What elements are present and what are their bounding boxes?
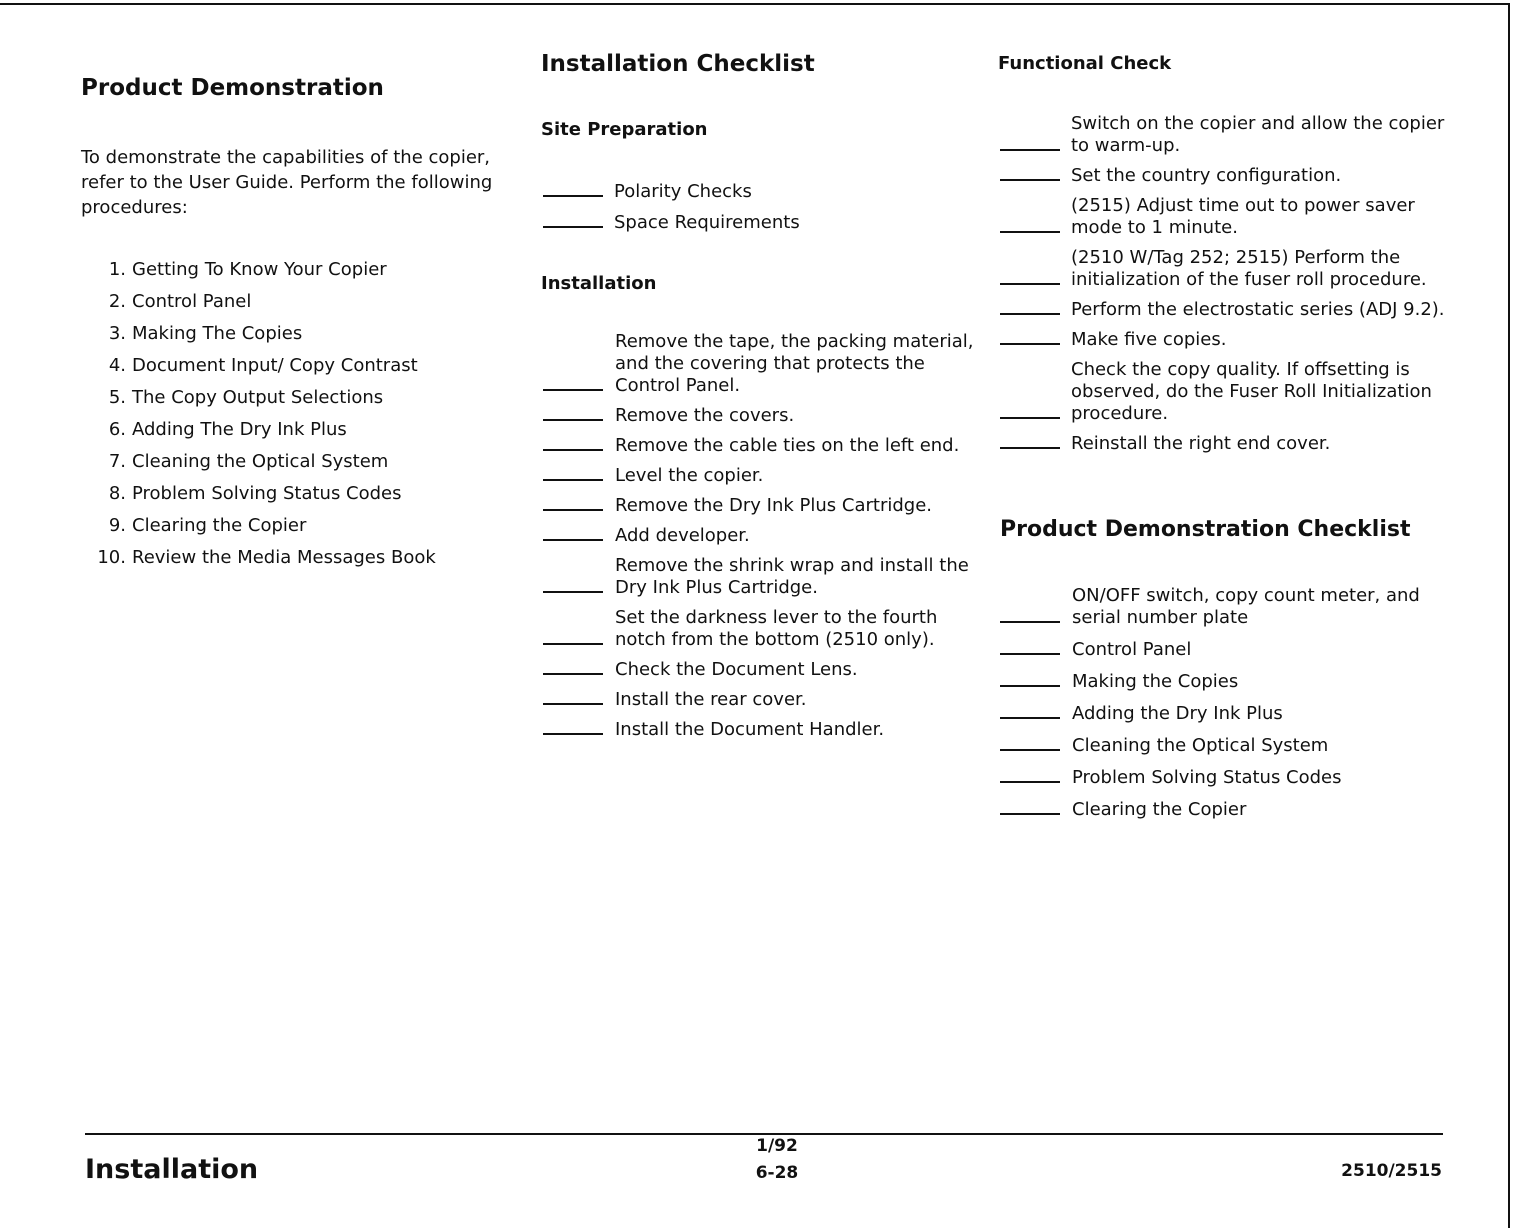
checklist-item-text: Switch on the copier and allow the copier to warm-up. — [1071, 113, 1445, 156]
procedure-number: 2. — [108, 291, 126, 312]
checklist-item — [1000, 359, 1445, 425]
checkbox-blank-line[interactable] — [543, 389, 603, 391]
procedure-list-item — [84, 482, 514, 514]
procedure-text: Control Panel — [132, 291, 252, 312]
procedure-text: Document Input/ Copy Contrast — [132, 355, 418, 376]
checklist-item-text: Install the rear cover. — [615, 689, 807, 710]
checklist-item-text: Problem Solving Status Codes — [1072, 767, 1342, 788]
checklist-item-text: (2510 W/Tag 252; 2515) Perform the initialization of the fuser roll procedure. — [1071, 247, 1427, 290]
checklist-item-text: Reinstall the right end cover. — [1071, 433, 1331, 454]
checklist-item — [1000, 165, 1445, 187]
checkbox-blank-line[interactable] — [543, 591, 603, 593]
footer-rule — [85, 1133, 1443, 1135]
checklist-item-text: Adding the Dry Ink Plus — [1072, 703, 1283, 724]
checklist-item — [1000, 671, 1445, 693]
procedure-number: 9. — [108, 515, 126, 536]
checkbox-blank-line[interactable] — [1000, 621, 1060, 623]
procedure-text: The Copy Output Selections — [132, 387, 384, 408]
site-preparation-checklist — [543, 181, 983, 243]
checklist-item-text: Making the Copies — [1072, 671, 1239, 692]
checklist-item-text: Control Panel — [1072, 639, 1192, 660]
installation-checklist-heading: Installation Checklist — [541, 51, 815, 77]
checklist-item-text: Clearing the Copier — [1072, 799, 1247, 820]
checkbox-blank-line[interactable] — [1000, 179, 1060, 181]
checklist-item-text: Set the country configuration. — [1071, 165, 1342, 186]
installation-heading: Installation — [541, 273, 657, 294]
procedure-list-item — [84, 322, 514, 354]
checkbox-blank-line[interactable] — [543, 449, 603, 451]
procedure-list-item — [84, 290, 514, 322]
procedure-text: Problem Solving Status Codes — [132, 483, 402, 504]
checklist-item — [543, 659, 983, 681]
checklist-item — [543, 465, 983, 487]
procedure-text: Making The Copies — [132, 323, 303, 344]
footer-section-title: Installation — [85, 1154, 259, 1185]
procedure-number: 7. — [108, 451, 126, 472]
checkbox-blank-line[interactable] — [1000, 717, 1060, 719]
checklist-item — [543, 689, 983, 711]
procedure-text: Cleaning the Optical System — [132, 451, 389, 472]
checkbox-blank-line[interactable] — [543, 226, 603, 228]
checklist-item-text: Perform the electrostatic series (ADJ 9.2). — [1071, 299, 1445, 320]
checkbox-blank-line[interactable] — [543, 703, 603, 705]
checkbox-blank-line[interactable] — [1000, 417, 1060, 419]
checklist-item-text: Check the Document Lens. — [615, 659, 858, 680]
footer-page-number: 6-28 — [755, 1163, 799, 1183]
checkbox-blank-line[interactable] — [543, 733, 603, 735]
checklist-item-text: Install the Document Handler. — [615, 719, 885, 740]
checklist-item-text: Level the copier. — [615, 465, 764, 486]
installation-steps-checklist — [543, 331, 983, 749]
procedure-list-item — [84, 546, 514, 578]
checklist-item — [543, 555, 983, 599]
checkbox-blank-line[interactable] — [1000, 813, 1060, 815]
checkbox-blank-line[interactable] — [1000, 149, 1060, 151]
functional-check-heading: Functional Check — [998, 53, 1172, 74]
product-demo-checklist-heading: Product Demonstration Checklist — [1000, 517, 1411, 542]
procedure-list-item — [84, 450, 514, 482]
product-demo-heading: Product Demonstration — [81, 75, 384, 101]
checkbox-blank-line[interactable] — [543, 479, 603, 481]
checklist-item — [543, 212, 983, 234]
checkbox-blank-line[interactable] — [1000, 653, 1060, 655]
site-preparation-heading: Site Preparation — [541, 119, 708, 140]
checklist-item — [1000, 799, 1445, 821]
page-border-top — [0, 3, 1510, 5]
product-demo-intro: To demonstrate the capabilities of the copier, refer to the User Guide. Perform the following procedures: — [81, 147, 493, 218]
checklist-item — [543, 525, 983, 547]
procedure-number: 3. — [108, 323, 126, 344]
checkbox-blank-line[interactable] — [1000, 749, 1060, 751]
checklist-item — [543, 435, 983, 457]
checklist-item — [1000, 767, 1445, 789]
checklist-item — [543, 495, 983, 517]
functional-check-checklist — [1000, 113, 1445, 463]
checkbox-blank-line[interactable] — [543, 419, 603, 421]
checklist-item-text: Space Requirements — [614, 212, 800, 233]
checklist-item-text: Set the darkness lever to the fourth notch from the bottom (2510 only). — [615, 607, 938, 650]
checklist-item-text: Cleaning the Optical System — [1072, 735, 1329, 756]
procedure-text: Getting To Know Your Copier — [132, 259, 387, 280]
checklist-item — [543, 607, 983, 651]
procedure-number: 5. — [108, 387, 126, 408]
checklist-item-text: (2515) Adjust time out to power saver mode to 1 minute. — [1071, 195, 1415, 238]
checkbox-blank-line[interactable] — [1000, 685, 1060, 687]
checklist-item — [543, 181, 983, 203]
checklist-item — [543, 331, 983, 397]
procedure-number: 1. — [108, 259, 126, 280]
checklist-item — [1000, 247, 1445, 291]
checkbox-blank-line[interactable] — [543, 539, 603, 541]
procedure-text: Review the Media Messages Book — [132, 547, 436, 568]
checkbox-blank-line[interactable] — [1000, 447, 1060, 449]
checkbox-blank-line[interactable] — [1000, 313, 1060, 315]
checklist-item — [1000, 299, 1445, 321]
checklist-item-text: Polarity Checks — [614, 181, 752, 202]
checklist-item — [543, 405, 983, 427]
procedure-number: 6. — [108, 419, 126, 440]
checkbox-blank-line[interactable] — [543, 673, 603, 675]
checklist-item-text: Add developer. — [615, 525, 750, 546]
checklist-item — [1000, 735, 1445, 757]
checkbox-blank-line[interactable] — [543, 195, 603, 197]
procedure-list-item — [84, 258, 514, 290]
procedure-number: 10. — [97, 547, 126, 568]
product-demo-checklist — [1000, 585, 1445, 831]
checkbox-blank-line[interactable] — [543, 643, 603, 645]
footer-model-number: 2510/2515 — [1341, 1161, 1442, 1181]
checklist-item — [1000, 433, 1445, 455]
checklist-item-text: ON/OFF switch, copy count meter, and serial number plate — [1072, 585, 1420, 628]
page-border-right — [1508, 3, 1510, 1228]
checkbox-blank-line[interactable] — [543, 509, 603, 511]
procedure-text: Clearing the Copier — [132, 515, 307, 536]
procedure-list-item — [84, 386, 514, 418]
procedure-number: 4. — [108, 355, 126, 376]
procedure-list-item — [84, 418, 514, 450]
checklist-item — [543, 719, 983, 741]
footer-date: 1/92 — [756, 1136, 798, 1156]
checklist-item-text: Remove the covers. — [615, 405, 795, 426]
checklist-item-text: Remove the tape, the packing material, and the covering that protects the Control Panel. — [615, 331, 974, 396]
checklist-item — [1000, 703, 1445, 725]
checkbox-blank-line[interactable] — [1000, 283, 1060, 285]
procedure-number: 8. — [108, 483, 126, 504]
checkbox-blank-line[interactable] — [1000, 343, 1060, 345]
checklist-item — [1000, 639, 1445, 661]
procedure-list-item — [84, 354, 514, 386]
checklist-item — [1000, 195, 1445, 239]
checklist-item — [1000, 113, 1445, 157]
checklist-item — [1000, 329, 1445, 351]
checklist-item-text: Remove the cable ties on the left end. — [615, 435, 960, 456]
procedure-text: Adding The Dry Ink Plus — [132, 419, 347, 440]
procedure-list — [84, 258, 514, 578]
checklist-item-text: Remove the Dry Ink Plus Cartridge. — [615, 495, 932, 516]
checkbox-blank-line[interactable] — [1000, 231, 1060, 233]
checklist-item-text: Make five copies. — [1071, 329, 1227, 350]
checkbox-blank-line[interactable] — [1000, 781, 1060, 783]
procedure-list-item — [84, 514, 514, 546]
checklist-item-text: Remove the shrink wrap and install the Dry Ink Plus Cartridge. — [615, 555, 969, 598]
checklist-item-text: Check the copy quality. If offsetting is observed, do the Fuser Roll Initialization procedure. — [1071, 359, 1432, 424]
checklist-item — [1000, 585, 1445, 629]
